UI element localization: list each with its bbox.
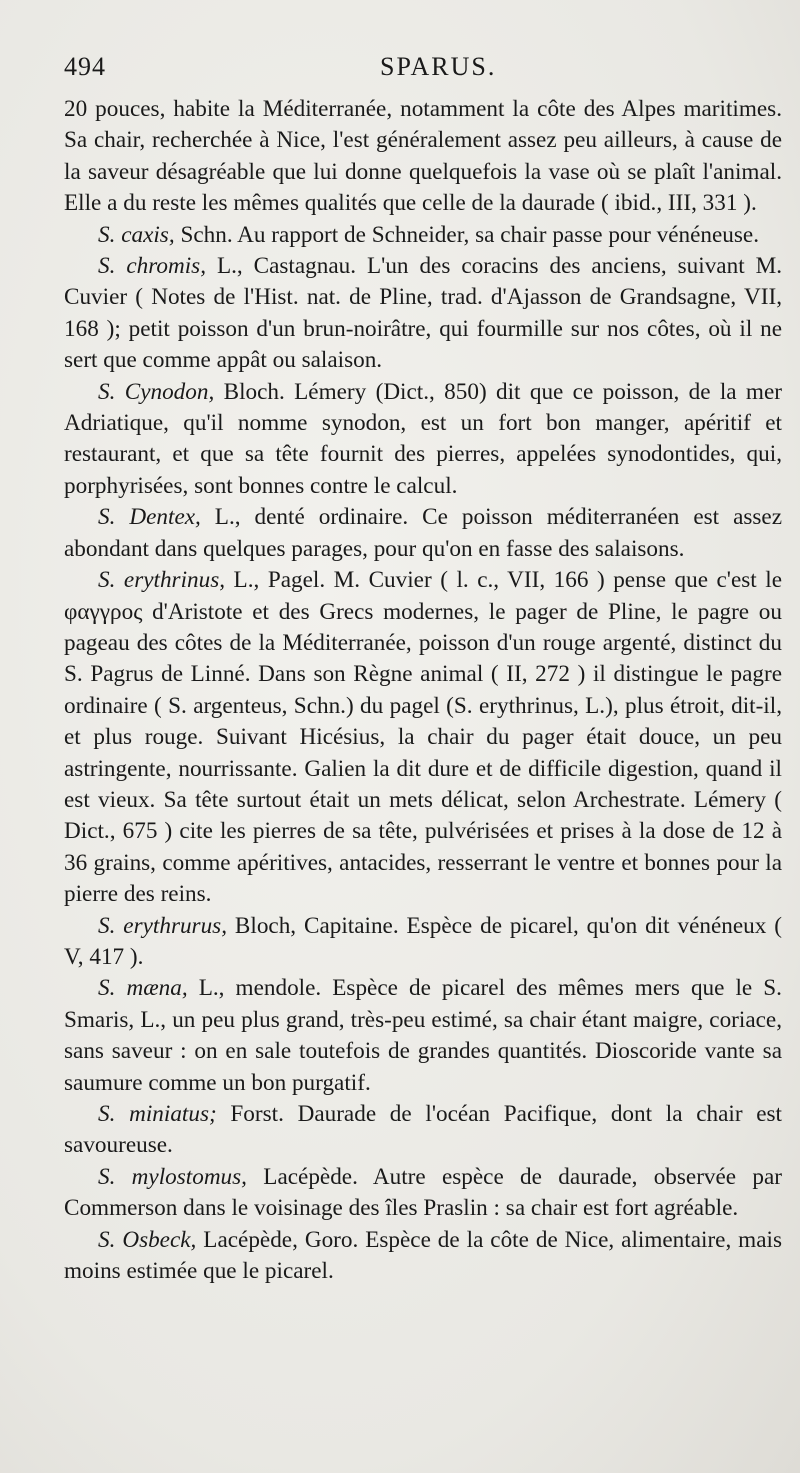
species-name: S. erythrinus, <box>98 567 226 594</box>
species-name: S. Dentex, <box>98 504 201 531</box>
entry-text: Bloch, Capitaine. Espèce de picarel, qu'on dit vénéneux ( V, 417 ). <box>64 912 782 970</box>
entry-text: L., denté ordinaire. Ce poisson méditerranéen est assez abondant dans quelques parages, pour qu'on en fasse des salaisons. <box>64 504 782 562</box>
entry-text: Lacépède, Goro. Espèce de la côte de Nice, alimentaire, mais moins estimée que le picarel. <box>64 1226 782 1285</box>
running-head: SPARUS. <box>380 52 497 81</box>
entry-text: Bloch. Lémery (Dict., 850) dit que ce poisson, de la mer Adriatique, qu'il nomme synodon, est un fort bon manger, apéritif et restaurant, et que sa tête fournit des pierres, appelées synodontides, qui, porphyrisées, sont bonnes contre le calcul. <box>64 378 782 499</box>
species-name: S. Osbeck, <box>98 1226 197 1253</box>
entry-text: Schn. Au rapport de Schneider, sa chair passe pour vénéneuse. <box>174 221 760 248</box>
entry-s-erythrurus <box>64 911 782 974</box>
paragraph-continuation <box>64 94 782 220</box>
entry-s-osbeck <box>64 1225 782 1288</box>
entry-s-miniatus <box>64 1099 782 1162</box>
entry-s-chromis <box>64 251 782 377</box>
species-name: S. Cynodon, <box>98 378 215 405</box>
entry-s-erythrinus <box>64 565 782 910</box>
entry-s-dentex <box>64 502 782 565</box>
species-name: S. erythrurus, <box>98 912 227 939</box>
species-name: S. miniatus; <box>98 1101 217 1127</box>
entry-text: L., Castagnau. L'un des coracins des anciens, suivant M. Cuvier ( Notes de l'Hist. nat. de Pline, trad. d'Ajasson de Grandsagne, VII, 168 ); petit poisson d'un brun-noirâtre, qui fourmille sur nos côtes, où il ne sert que comme appât ou salaison. <box>64 253 782 374</box>
entry-s-maena <box>64 973 782 1099</box>
species-name: S. caxis, <box>98 221 175 248</box>
species-name: S. mæna, <box>98 975 188 1002</box>
species-name: S. chromis, <box>98 253 206 280</box>
entry-text: L., mendole. Espèce de picarel des mêmes mers que le S. Smaris, L., un peu plus grand, très-peu estimé, sa chair étant maigre, coriace, sans saveur : on en sale toutefois de grandes quantités. Dioscoride vante sa saumure comme un bon purgatif. <box>64 975 782 1096</box>
species-name: S. mylostomus, <box>98 1163 247 1190</box>
entry-s-mylostomus <box>64 1162 782 1225</box>
page-number: 494 <box>64 52 106 81</box>
entry-text: Forst. Daurade de l'océan Pacifique, dont la chair est savoureuse. <box>64 1101 782 1159</box>
entry-text: Lacépède. Autre espèce de daurade, observée par Commerson dans le voisinage des îles Praslin : sa chair est fort agréable. <box>64 1163 782 1222</box>
paragraph-text: 20 pouces, habite la Méditerranée, notamment la côte des Alpes maritimes. Sa chair, recherchée à Nice, l'est généralement assez peu ailleurs, à cause de la saveur désagréable que lui donne quelquefois la vase où se plaît l'animal. Elle a du reste les mêmes qualités que celle de la daurade ( ibid., III, 331 ). <box>64 96 782 217</box>
entry-s-cynodon <box>64 377 782 503</box>
entry-text: L., Pagel. M. Cuvier ( l. c., VII, 166 ) pense que c'est le φαγγρος d'Aristote et des Grecs modernes, le pager de Pline, le pagre ou pageau des côtes de la Méditerranée, poisson d'un rouge argenté, distinct du S. Pagrus de Linné. Dans son Règne animal ( II, 272 ) il distingue le pagre ordinaire ( S. argenteus, Schn.) du pagel (S. erythrinus, L.), plus étroit, dit-il, et plus rouge. Suivant Hicésius, la chair du pager était douce, un peu astringente, nourrissante. Galien la dit dure et de difficile digestion, quand il est vieux. Sa tête surtout était un mets délicat, selon Archestrate. Lémery ( Dict., 675 ) cite les pierres de sa tête, pulvérisées et prises à la dose de 12 à 36 grains, comme apéritives, antacides, resserrant le ventre et bonnes pour la pierre des reins. <box>64 567 782 908</box>
entry-s-caxis <box>64 220 782 251</box>
page-body <box>64 94 782 1287</box>
page-header <box>64 52 780 88</box>
